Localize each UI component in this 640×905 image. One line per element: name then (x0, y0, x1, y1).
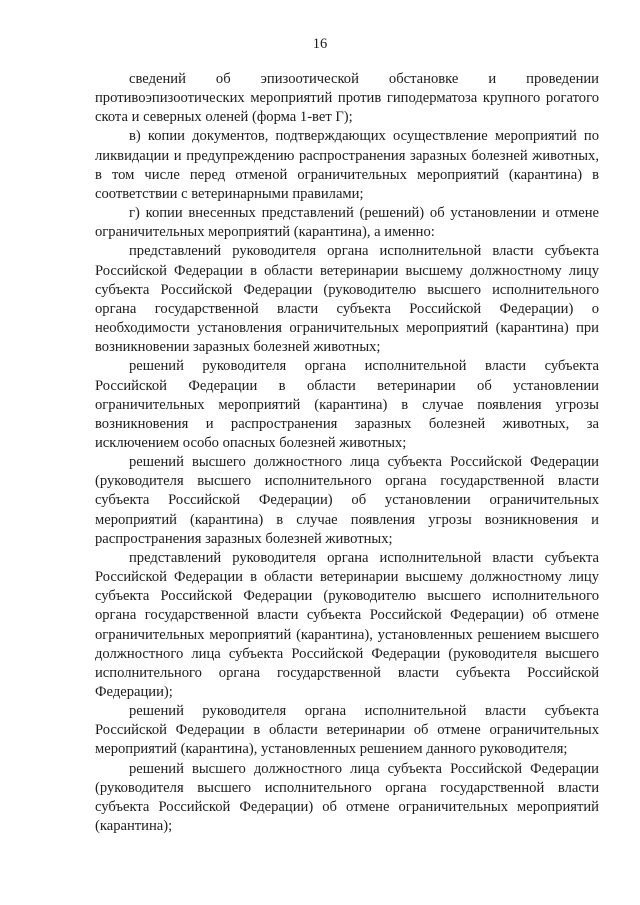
paragraph: решений высшего должностного лица субъекта Российской Федерации (руководителя высшего исполнительного органа государственной власти субъекта Российской Федерации) об отмене ограничительных мероприятий (карантина); (95, 760, 599, 835)
paragraph: решений руководителя органа исполнительной власти субъекта Российской Федерации в области ветеринарии об установлении ограничительных мероприятий (карантина) в случае появления угрозы возникновения и распространения заразных болезней животных, за исключением особо опасных болезней животных; (95, 358, 599, 451)
paragraph: в) копии документов, подтверждающих осуществление мероприятий по ликвидации и предупреждению распространения заразных болезней животных, в том числе перед отменой ограничительных мероприятий (карантина) в соответствии с ветеринарными правилами; (95, 128, 599, 202)
page-number: 16 (312, 36, 328, 52)
paragraph: представлений руководителя органа исполнительной власти субъекта Российской Федерации в области ветеринарии высшему должностному лицу субъекта Российской Федерации (руководителю высшего исполнительного органа государственной власти субъекта Российской Федерации) о необходимости установления ограничительных мероприятий (карантина) при возникновении заразных болезней животных; (95, 243, 599, 356)
paragraph: решений высшего должностного лица субъекта Российской Федерации (руководителя высшего исполнительного органа государственной власти субъекта Российской Федерации) об установлении ограничительных мероприятий (карантина) в случае появления угрозы возникновения и распространения заразных болезней животных; (95, 454, 599, 547)
document-body (95, 70, 599, 836)
paragraph: представлений руководителя органа исполнительной власти субъекта Российской Федерации в области ветеринарии высшему должностному лицу субъекта Российской Федерации (руководителю высшего исполнительного органа государственной власти субъекта Российской Федерации) об отмене ограничительных мероприятий (карантина), установленных решением высшего должностного лица субъекта Российской Федерации (руководителя высшего исполнительного органа государственной власти субъекта Российской Федерации); (95, 549, 599, 700)
paragraph: решений руководителя органа исполнительной власти субъекта Российской Федерации в области ветеринарии об отмене ограничительных мероприятий (карантина), установленных решением данного руководителя; (95, 703, 599, 758)
paragraph: сведений об эпизоотической обстановке и проведении противоэпизоотических мероприятий против гиподерматоза крупного рогатого скота и северных оленей (форма 1-вет Г); (95, 71, 599, 126)
paragraph: г) копии внесенных представлений (решений) об установлении и отмене ограничительных мероприятий (карантина), а именно: (95, 205, 599, 241)
